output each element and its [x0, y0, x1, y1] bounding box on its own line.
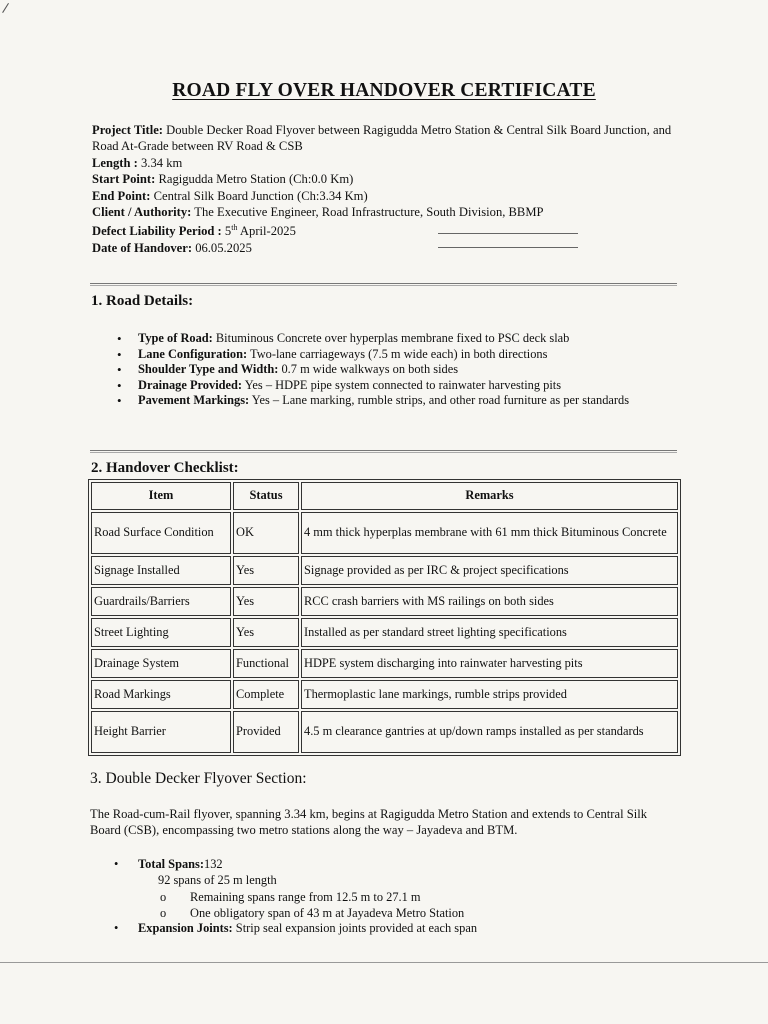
client-row: Client / Authority: The Executive Engineer, Road Infrastructure, South Division, BBMP: [92, 205, 544, 220]
total-spans-item: • Total Spans:132: [114, 857, 223, 871]
column-header-item: Item: [91, 482, 231, 510]
page-title: ROAD FLY OVER HANDOVER CERTIFICATE: [172, 80, 596, 101]
cell-remarks: Thermoplastic lane markings, rumble strips provided: [301, 680, 678, 709]
section-divider: [90, 450, 677, 453]
cell-remarks: Installed as per standard street lighting specifications: [301, 618, 678, 647]
cell-status: Yes: [233, 587, 299, 616]
cell-status: Complete: [233, 680, 299, 709]
cell-item: Drainage System: [91, 649, 231, 678]
road-details-list: [114, 331, 674, 409]
list-item: • Shoulder Type and Width: 0.7 m wide walkways on both sides: [114, 362, 674, 378]
cell-status: Functional: [233, 649, 299, 678]
list-item: • Type of Road: Bituminous Concrete over hyperplas membrane fixed to PSC deck slab: [114, 331, 674, 347]
project-title-row: Project Title: Double Decker Road Flyover between Ragigudda Metro Station & Central Silk Board Junction, and Road At-Grade between RV Road & CSB: [92, 123, 672, 154]
cell-remarks: HDPE system discharging into rainwater harvesting pits: [301, 649, 678, 678]
list-item: • Lane Configuration: Two-lane carriageways (7.5 m wide each) in both directions: [114, 347, 674, 363]
cell-status: Provided: [233, 711, 299, 753]
flyover-heading: 3. Double Decker Flyover Section:: [90, 770, 307, 787]
cell-remarks: 4.5 m clearance gantries at up/down ramps installed as per standards: [301, 711, 678, 753]
cell-remarks: 4 mm thick hyperplas membrane with 61 mm thick Bituminous Concrete: [301, 512, 678, 554]
section-divider: [90, 283, 677, 286]
road-details-heading: 1. Road Details:: [91, 293, 194, 309]
scan-pen-mark: /: [1, 0, 10, 17]
cell-item: Height Barrier: [91, 711, 231, 753]
table-row: [91, 512, 678, 554]
flyover-paragraph: The Road-cum-Rail flyover, spanning 3.34 km, begins at Ragigudda Metro Station and extends to Central Silk Board (CSB), encompassing two metro stations along the way – Jayadeva and BTM.: [90, 807, 648, 838]
table-row: [91, 618, 678, 647]
cell-item: Guardrails/Barriers: [91, 587, 231, 616]
sub-list-item: 92 spans of 25 m length: [158, 873, 277, 887]
page-bottom-rule: [0, 962, 768, 963]
list-item: • Pavement Markings: Yes – Lane marking, rumble strips, and other road furniture as per standards: [114, 393, 674, 409]
start-point-row: Start Point: Ragigudda Metro Station (Ch:0.0 Km): [92, 172, 354, 187]
cell-status: OK: [233, 512, 299, 554]
cell-remarks: RCC crash barriers with MS railings on both sides: [301, 587, 678, 616]
end-point-row: End Point: Central Silk Board Junction (Ch:3.34 Km): [92, 188, 368, 203]
cell-status: Yes: [233, 556, 299, 585]
cell-item: Road Markings: [91, 680, 231, 709]
length-row: Length : 3.34 km: [92, 155, 183, 170]
table-row: [91, 649, 678, 678]
column-header-remarks: Remarks: [301, 482, 678, 510]
cell-remarks: Signage provided as per IRC & project specifications: [301, 556, 678, 585]
table-row: [91, 680, 678, 709]
signature-line: [438, 247, 578, 248]
checklist-heading: 2. Handover Checklist:: [91, 460, 239, 476]
expansion-joints-item: • Expansion Joints: Strip seal expansion joints provided at each span: [114, 921, 478, 935]
table-row: [91, 587, 678, 616]
sub-list-item: o One obligatory span of 43 m at Jayadeva Metro Station: [160, 906, 465, 920]
cell-item: Road Surface Condition: [91, 512, 231, 554]
table-row: [91, 711, 678, 753]
defect-liability-row: Defect Liability Period : 5th April-2025: [92, 223, 296, 239]
project-meta: [92, 122, 682, 256]
handover-date-row: Date of Handover: 06.05.2025: [92, 241, 252, 256]
table-row: [91, 556, 678, 585]
list-item: • Drainage Provided: Yes – HDPE pipe system connected to rainwater harvesting pits: [114, 378, 674, 394]
signature-line: [438, 233, 578, 234]
table-header-row: [91, 482, 678, 510]
cell-status: Yes: [233, 618, 299, 647]
cell-item: Street Lighting: [91, 618, 231, 647]
cell-item: Signage Installed: [91, 556, 231, 585]
handover-checklist-table: [88, 479, 681, 756]
column-header-status: Status: [233, 482, 299, 510]
sub-list-item: o Remaining spans range from 12.5 m to 27.1 m: [160, 890, 421, 904]
